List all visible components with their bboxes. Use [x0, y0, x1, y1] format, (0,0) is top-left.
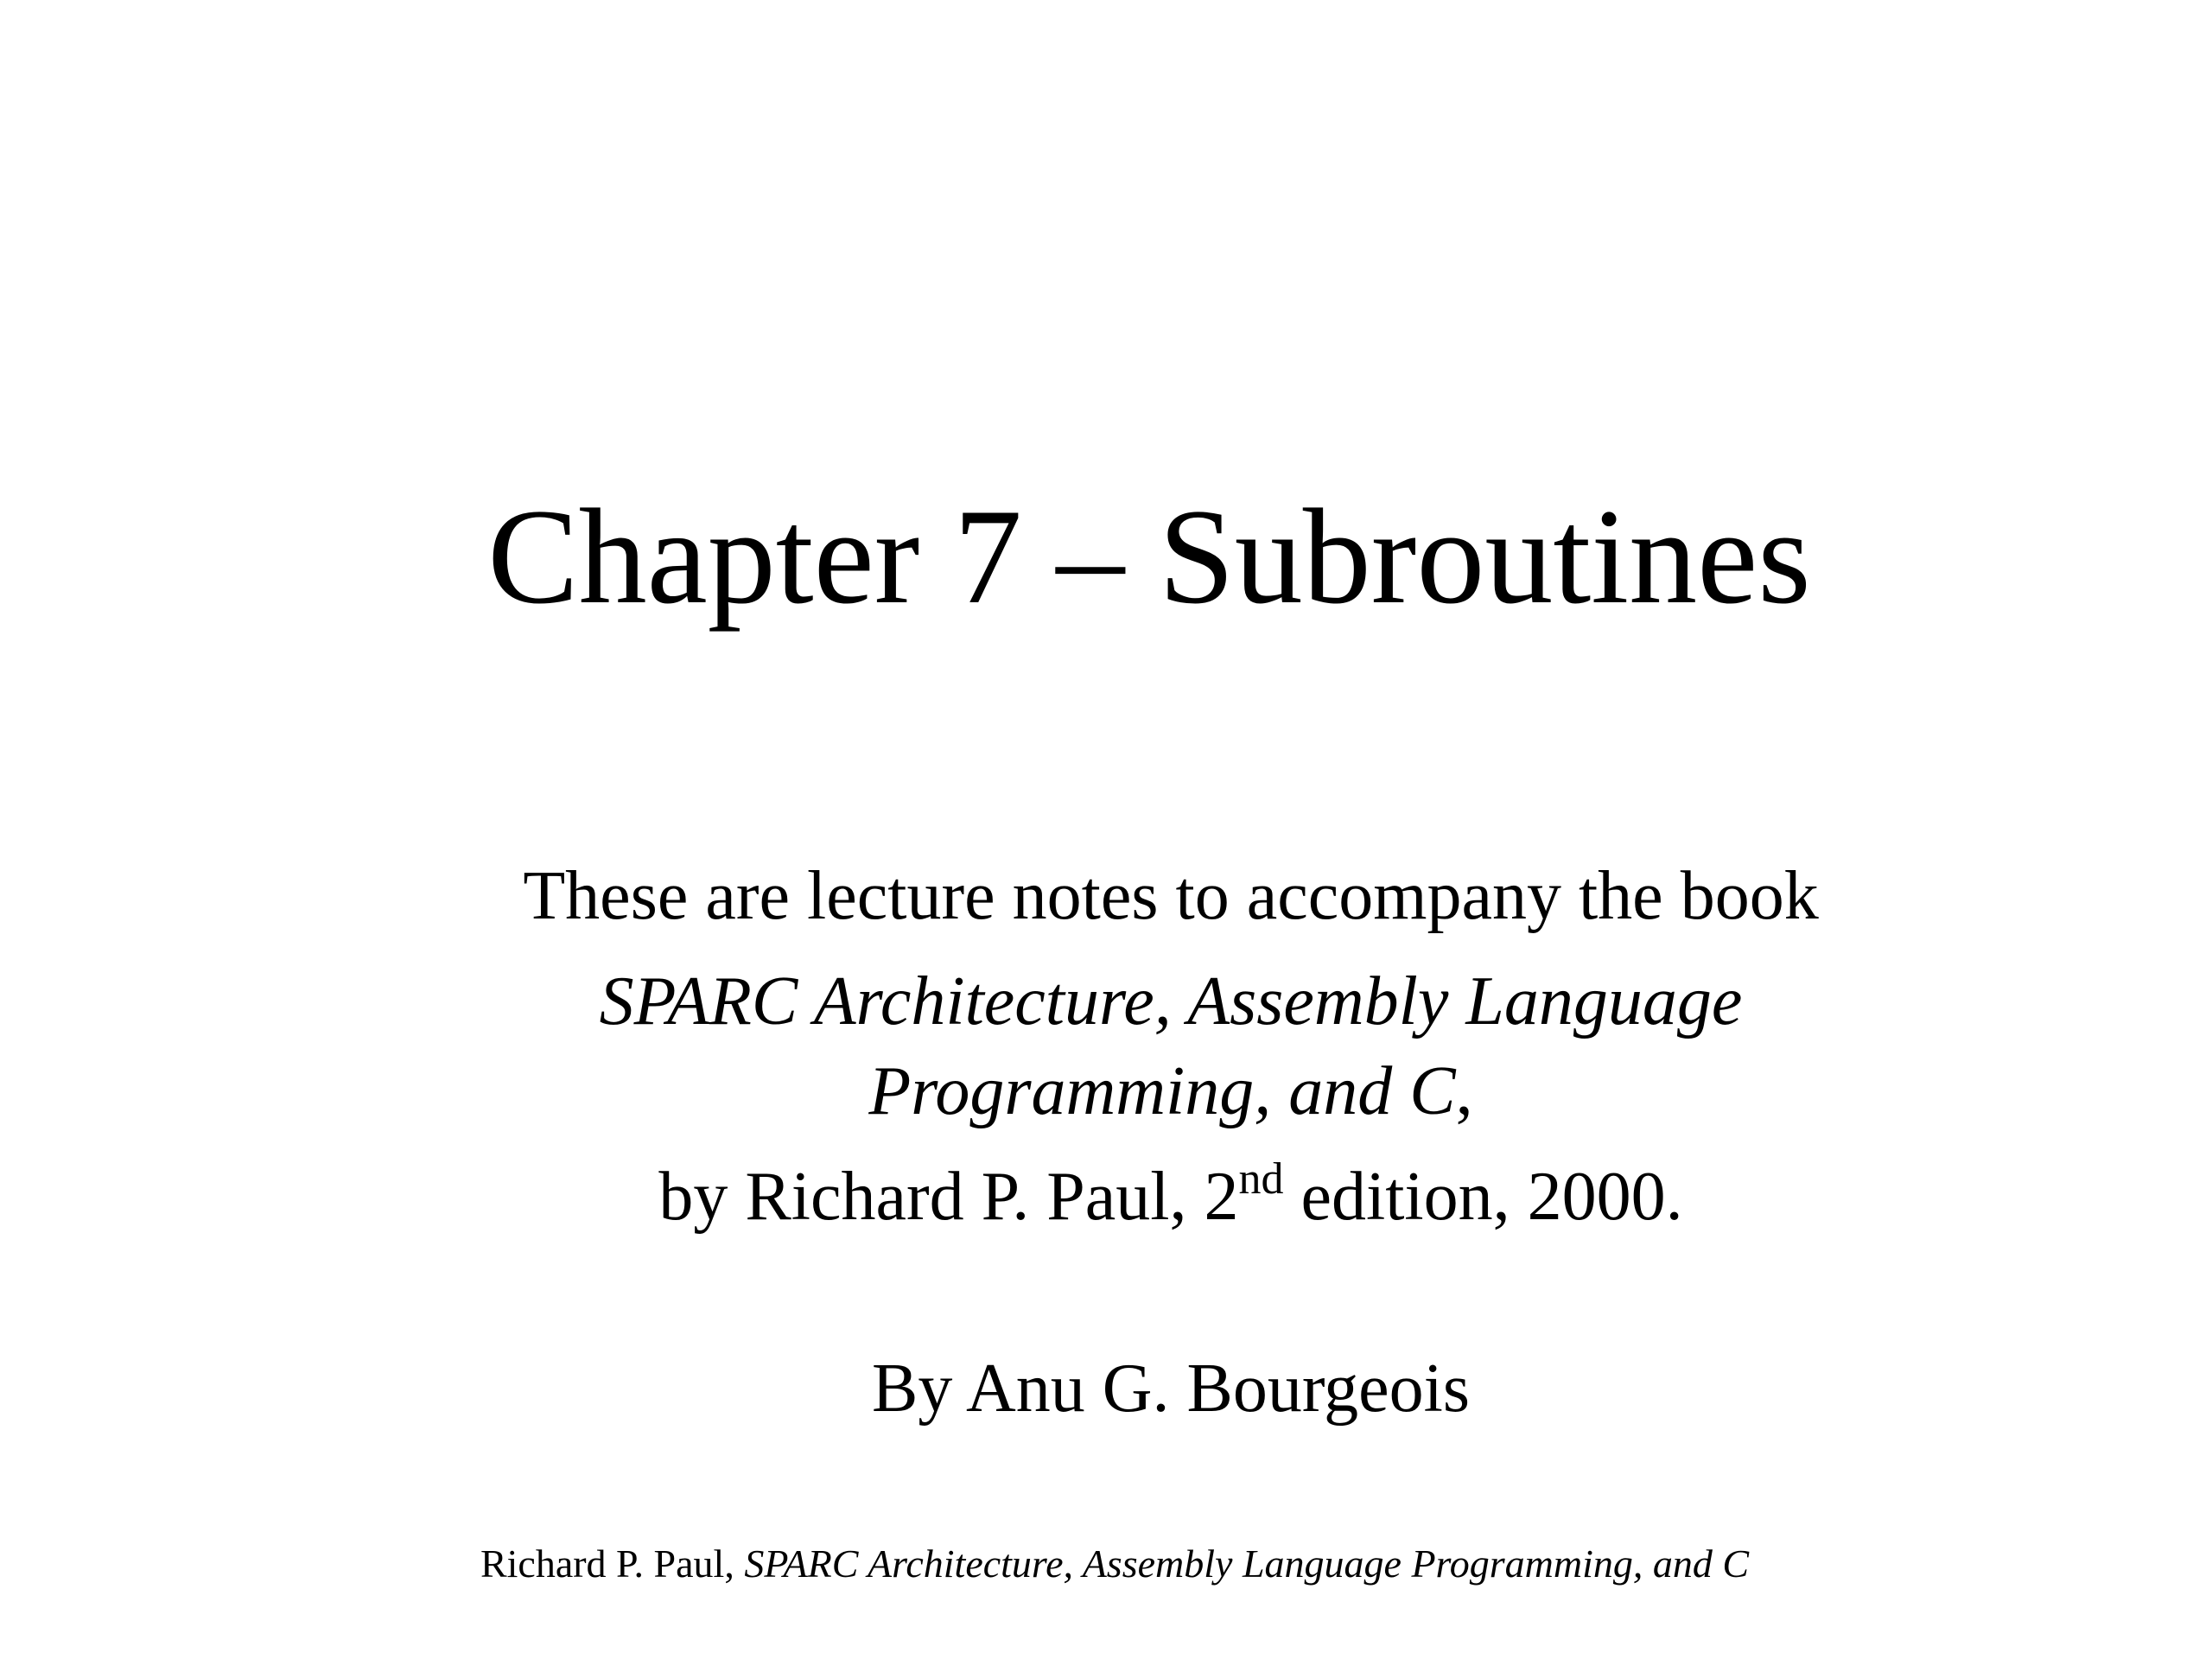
subtitle-gap: [0, 941, 2212, 957]
slide-subtitle: [0, 851, 2212, 1242]
book-title-line-2: Programming, and C: [868, 1053, 1456, 1129]
slide-footer: [0, 1538, 2212, 1590]
slide-author: By Anu G. Bourgeois: [872, 1351, 1470, 1427]
footer-book-title: SPARC Architecture, Assembly Language Programming, and C: [744, 1541, 1750, 1586]
subtitle-intro-line: These are lecture notes to accompany the book: [523, 858, 1819, 934]
edition-prefix: by Richard P. Paul, 2: [658, 1159, 1239, 1235]
edition-line: [0, 1152, 2212, 1242]
book-title-line-1: SPARC Architecture, Assembly Language: [599, 963, 1743, 1039]
edition-superscript: nd: [1238, 1154, 1284, 1204]
slide-title: Chapter 7 – Subroutines: [487, 481, 1811, 632]
edition-suffix: edition, 2000.: [1283, 1159, 1683, 1235]
footer-author: Richard P. Paul,: [480, 1541, 745, 1586]
book-title-line-2-suffix: ,: [1455, 1053, 1473, 1129]
subtitle-gap: [0, 1136, 2212, 1152]
book-title-line-2-wrapper: [0, 1046, 2212, 1136]
